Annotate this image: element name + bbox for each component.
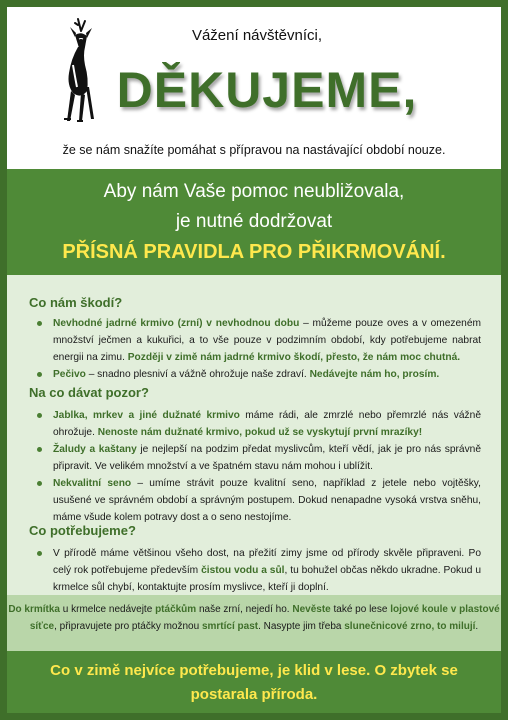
item-text: – můžeme pouze oves a v omezeném množství ječmen a kukuřici, a to vše pouze v podzimním období, kdy potřebujeme nabrat energii na zimu. bbox=[53, 318, 481, 363]
note-text: naše zrní, nejedí ho. bbox=[196, 604, 293, 615]
note-highlight: Nevěste bbox=[292, 604, 331, 615]
closing-line-2: postarala příroda. bbox=[190, 686, 318, 703]
note-highlight: Do krmítka bbox=[8, 604, 60, 615]
item-highlight: Nevhodné jadrné krmivo (zrní) v nevhodnou dobu bbox=[53, 318, 300, 329]
item-highlight: Nenoste nám dužnaté krmivo, pokud už se vyskytují první mrazíky! bbox=[97, 427, 423, 438]
bullet-icon bbox=[37, 372, 42, 377]
bullet-icon bbox=[37, 551, 42, 556]
note-text: také po lese bbox=[330, 604, 391, 615]
need-list bbox=[33, 545, 481, 596]
note-highlight: ptáčkům bbox=[155, 604, 197, 615]
bullet-icon bbox=[37, 321, 42, 326]
section-heading-what: Na co dávat pozor? bbox=[29, 385, 149, 400]
bullet-icon bbox=[37, 481, 42, 486]
note-highlight: lojové koule v plastové síťce bbox=[29, 604, 500, 632]
list-item bbox=[33, 315, 481, 366]
greeting: Vážení návštěvníci, bbox=[191, 27, 323, 44]
note-text: . Nasypte jim třeba bbox=[258, 621, 345, 632]
item-highlight: Nekvalitní seno bbox=[53, 478, 132, 489]
bullet-icon bbox=[37, 413, 42, 418]
note-highlight: slunečnicové zrno, to milují bbox=[344, 621, 476, 632]
banner-line-2: je nutné dodržovat bbox=[175, 211, 333, 232]
bullet-icon bbox=[37, 447, 42, 452]
banner-line-1: Aby nám Vaše pomoc neubližovala, bbox=[103, 181, 405, 202]
item-highlight: Jablka, mrkev a jiné dužnaté krmivo bbox=[53, 410, 240, 421]
list-item bbox=[33, 366, 481, 383]
item-highlight: čistou vodu a sůl bbox=[201, 565, 285, 576]
section-heading-harm: Co nám škodí? bbox=[29, 295, 123, 310]
banner-line-3: PŘÍSNÁ PRAVIDLA PRO PŘIKRMOVÁNÍ. bbox=[62, 241, 446, 263]
note-highlight: smrtící past bbox=[201, 621, 259, 632]
birds-note-text bbox=[7, 601, 501, 635]
note-text: . bbox=[475, 621, 479, 632]
item-highlight: Pečivo bbox=[53, 369, 86, 380]
item-text: V přírodě máme většinou všeho dost, na přežití zimy jsme od přírody skvěle připraveni. Po celý rok potřebujeme především bbox=[53, 548, 481, 576]
note-text: , připravujete pro ptáčky možnou bbox=[54, 621, 202, 632]
birds-note bbox=[7, 595, 501, 651]
what-list bbox=[33, 407, 481, 526]
notice-page bbox=[7, 7, 501, 713]
deer-icon bbox=[51, 17, 105, 125]
item-text: – snadno plesniví a vážně ohrožuje naše zdraví. bbox=[85, 369, 310, 380]
item-text: – umíme strávit pouze kvalitní seno, například z jetele nebo vojtěšky, usušené ve správném období a správným postupem. Dokud nenapadne vysoká vrstva sněhu, máme všude kolem potravy dost a o seno nestojíme. bbox=[53, 478, 481, 523]
item-text: máme rádi, ale zmrzlé nebo přemrzlé nás vážně ohrožuje. bbox=[53, 410, 481, 438]
list-item bbox=[33, 475, 481, 526]
list-item bbox=[33, 407, 481, 441]
item-text: je nejlepší na podzim předat myslivcům, kteří vědí, jak je pro nás správně připravit. Ve velikém množství a ve špatném stavu nám mohou i ublížit. bbox=[53, 444, 482, 472]
section-heading-need: Co potřebujeme? bbox=[29, 523, 136, 538]
note-text: u krmelce nedávejte bbox=[60, 604, 156, 615]
page-title: DĚKUJEME, bbox=[116, 62, 418, 118]
closing-message bbox=[7, 651, 501, 713]
rules-banner bbox=[7, 169, 501, 275]
item-highlight: Žaludy a kaštany bbox=[53, 444, 137, 455]
item-text: , tu bohužel občas někdo ukradne. Pokud u krmelce sůl chybí, kontaktujte prosím myslivce, kteří ji doplní. bbox=[53, 565, 481, 593]
item-highlight: Později v zimě nám jadrné krmivo škodí, přesto, že nám moc chutná. bbox=[127, 352, 461, 363]
item-highlight: Nedávejte nám ho, prosím. bbox=[309, 369, 440, 380]
closing-line-1: Co v zimě nejvíce potřebujeme, je klid v lese. O zbytek se bbox=[50, 662, 458, 679]
header bbox=[7, 7, 501, 167]
list-item bbox=[33, 545, 481, 596]
subtitle: že se nám snažíte pomáhat s přípravou na nastávající období nouze. bbox=[62, 143, 446, 157]
content-area bbox=[7, 275, 501, 595]
harm-list bbox=[33, 315, 481, 383]
list-item bbox=[33, 441, 481, 475]
